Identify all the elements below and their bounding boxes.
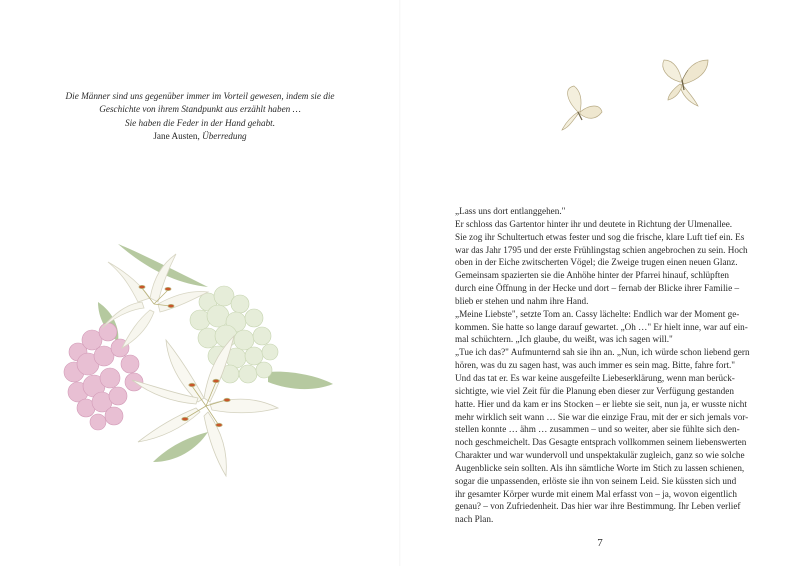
green-hydrangea [190, 286, 278, 383]
epigraph-author: Jane Austen, [153, 131, 203, 142]
flower-bouquet-illustration [58, 232, 348, 492]
text-line: hatte. Hier und da kam er ins Stocken – er liebte sie seit, nun ja, er wusste nicht [455, 398, 747, 409]
text-line: war das Jahr 1795 und der erste Frühlingstag schien angebrochen zu sein. Hoch [455, 244, 748, 255]
text-line: ihr gesamter Körper wurde mit einem Mal erfasst von – ja, wovon eigentlich [455, 488, 737, 499]
text-line: „Tue ich das?" Aufmunternd sah sie ihn an. „Nun, ich würde schon liebend gern [455, 347, 750, 358]
text-line: kommen. Sie hatte so lange darauf gewartet. „Oh …" Er hielt inne, war auf ein- [455, 321, 748, 332]
epigraph-line: Die Männer sind uns gegenüber immer im Vorteil gewesen, indem sie die [65, 91, 335, 101]
text-line: „Lass uns dort entlanggehen." [455, 206, 566, 216]
epigraph-attribution [50, 130, 350, 143]
page-number: 7 [597, 537, 603, 549]
text-line: sogar die unpassenden, erlöste sie ihn von seinem Leid. Sie küssten sich und [455, 475, 737, 486]
text-line: Charakter und war wundervoll und unspektakulär zugleich, ganz so wie solche [455, 450, 745, 461]
text-line: Sie zog ihr Schultertuch etwas fester und sog die frische, klare Luft tief ein. Es [455, 231, 745, 242]
epigraph [50, 90, 350, 144]
text-line: stellen konnte … ähm … zusammen – und so weiter, aber sie fühlte sich den- [455, 424, 740, 435]
text-line: Und das tat er. Es war keine ausgefeilte Liebeserklärung, wenn man berück- [455, 372, 735, 383]
text-line: sichtigte, wie viel Zeit für die Planung eben dieser zur Verfügung gestanden [455, 385, 734, 396]
text-line: Gemeinsam spazierten sie die Anhöhe hinter der Pfarrei hinauf, schlüpften [455, 270, 730, 281]
text-line: hören, was du zu sagen hast, was auch immer es sein mag. Bitte, fahre fort." [455, 360, 736, 371]
text-line: durch eine Öffnung in der Hecke und dort – fernab der Blicke ihrer Familie – [455, 283, 740, 294]
epigraph-work: Überredung [202, 131, 247, 142]
text-line: genau? – von Zufriedenheit. Das hier war ihre Bestimmung. Ihr Leben verlief [455, 501, 741, 512]
butterfly-large [663, 60, 708, 106]
text-line: noch geschmeichelt. Das Gesagte entsprach vollkommen seinem liebenswerten [455, 437, 747, 448]
epigraph-line: Geschichte von ihrem Standpunkt aus erzählt haben … [99, 104, 301, 115]
text-line: nach Plan. [455, 514, 494, 525]
text-line: „Meine Liebste", setzte Tom an. Cassy lächelte: Endlich war der Moment ge- [455, 308, 740, 319]
right-page [400, 0, 800, 566]
text-line: Er schloss das Gartentor hinter ihr und deutete in Richtung der Ulmenallee. [455, 218, 733, 229]
butterfly-small [562, 86, 602, 130]
text-line: Augenblicke sein sollten. Als ihn sämtliche Worte im Stich zu lassen schienen, [455, 462, 745, 473]
text-line: oben in der Eiche zwitscherten Vögel; die Zweige trugen einen neuen Glanz. [455, 257, 738, 268]
text-line: mehr wirklich seit wann … Sie war die einzige Frau, mit der er sich jemals vor- [455, 411, 749, 422]
butterflies-illustration [540, 48, 720, 138]
text-line: mal schüchtern. „Ich glaube, du weißt, was ich sagen will." [455, 334, 673, 345]
body-text [455, 205, 785, 526]
text-line: blieb er stehen und nahm ihre Hand. [455, 295, 589, 306]
epigraph-line: Sie haben die Feder in der Hand gehabt. [124, 117, 276, 128]
